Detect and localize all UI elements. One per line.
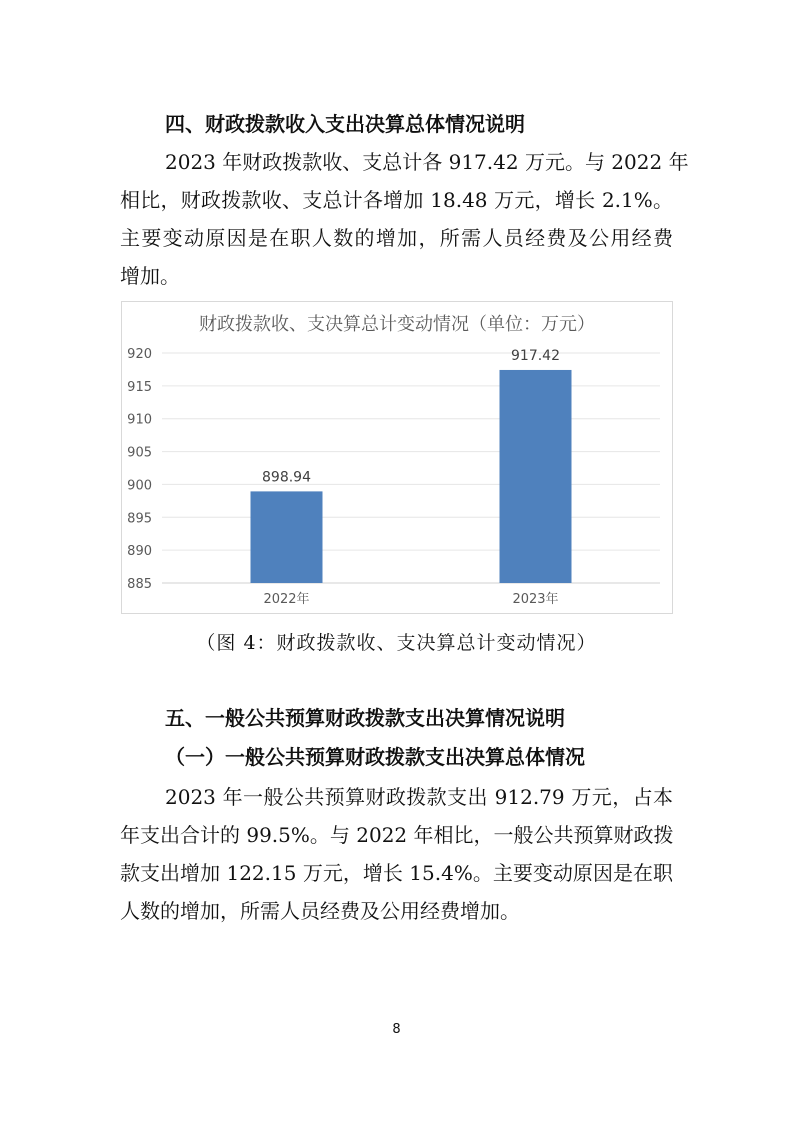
section5-paragraph-line: 人数的增加，所需人员经费及公用经费增加。 <box>120 899 520 923</box>
y-tick-label: 900 <box>127 478 152 494</box>
data-label: 917.42 <box>511 347 560 364</box>
section5-heading: 五、一般公共预算财政拨款支出决算情况说明 <box>165 706 565 730</box>
bar-2022年 <box>251 491 323 583</box>
section4-heading: 四、财政拨款收入支出决算总体情况说明 <box>165 112 525 136</box>
y-tick-label: 895 <box>127 511 152 527</box>
section4-paragraph-line: 主要变动原因是在职人数的增加，所需人员经费及公用经费 <box>120 226 673 250</box>
section5-subheading: （一）一般公共预算财政拨款支出决算总体情况 <box>165 745 585 769</box>
section5-paragraph-line: 年支出合计的 99.5%。与 2022 年相比，一般公共预算财政拨 <box>120 823 674 847</box>
section5-paragraph-line: 款支出增加 122.15 万元，增长 15.4%。主要变动原因是在职 <box>120 861 673 885</box>
section4-paragraph-line: 2023 年财政拨款收、支总计各 917.42 万元。与 2022 年 <box>165 150 689 174</box>
bar-chart <box>121 301 673 614</box>
x-tick-label: 2022年 <box>263 592 310 607</box>
y-tick-label: 910 <box>127 412 152 428</box>
y-tick-label: 915 <box>127 379 152 395</box>
x-tick-label: 2023年 <box>512 592 559 607</box>
section5-paragraph-line: 2023 年一般公共预算财政拨款支出 912.79 万元，占本 <box>165 785 673 809</box>
chart-canvas <box>122 302 672 613</box>
figure-caption: （图 4：财政拨款收、支决算总计变动情况） <box>196 632 597 654</box>
page-number: 8 <box>392 1022 401 1037</box>
y-tick-label: 890 <box>127 544 152 560</box>
section4-paragraph-line: 相比，财政拨款收、支总计各增加 18.48 万元，增长 2.1%。 <box>120 188 673 212</box>
y-tick-label: 905 <box>127 445 152 461</box>
bar-2023年 <box>500 370 572 583</box>
y-tick-label: 885 <box>127 577 152 592</box>
y-tick-label: 920 <box>127 347 152 362</box>
chart-title: 财政拨款收、支决算总计变动情况（单位：万元） <box>199 314 595 335</box>
data-label: 898.94 <box>262 469 311 486</box>
section4-paragraph-line: 增加。 <box>120 264 180 288</box>
